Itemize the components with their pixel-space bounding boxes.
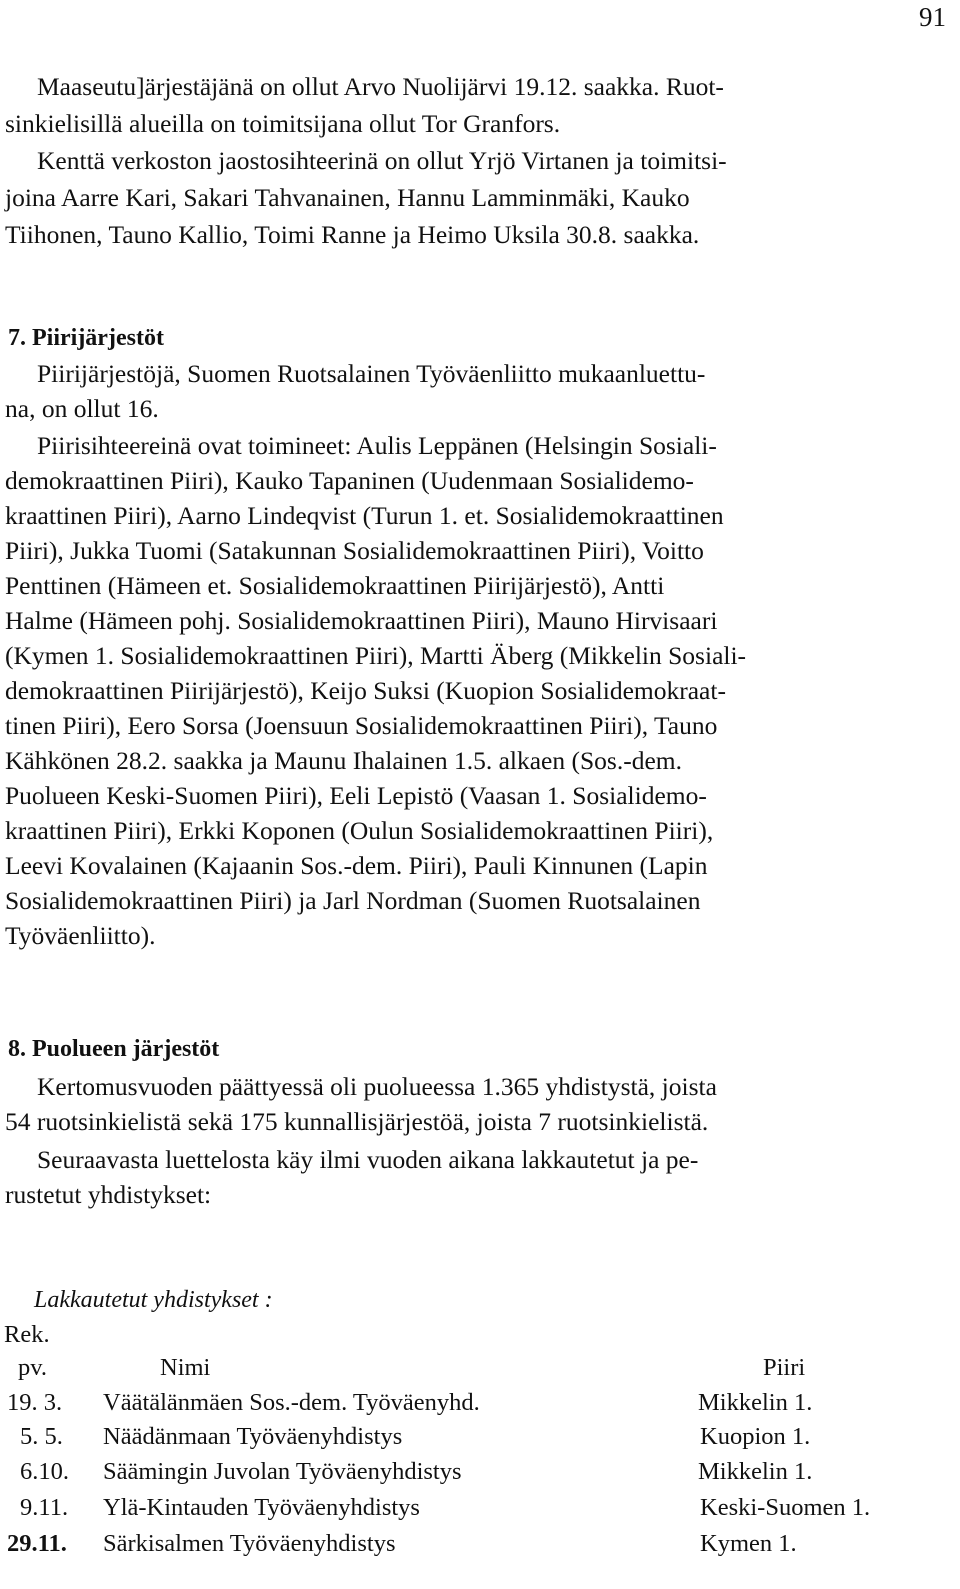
lakkautetut-heading: Lakkautetut yhdistykset : — [34, 1287, 273, 1313]
section-7-line: Leevi Kovalainen (Kajaanin Sos.-dem. Piiri), Pauli Kinnunen (Lapin — [5, 851, 708, 880]
row-name: Säämingin Juvolan Työväenyhdistys — [103, 1458, 462, 1485]
column-header-rek: Rek. — [4, 1321, 50, 1348]
row-district: Keski-Suomen 1. — [700, 1494, 871, 1521]
row-district: Kuopion 1. — [700, 1423, 811, 1450]
section-7-line: (Kymen 1. Sosialidemokraattinen Piiri), Martti Äberg (Mikkelin Sosiali- — [5, 641, 747, 670]
row-date: 9.11. — [20, 1494, 69, 1521]
row-name: Väätälänmäen Sos.-dem. Työväenyhd. — [103, 1389, 480, 1416]
section-8-heading: 8. Puolueen järjestöt — [8, 1036, 220, 1062]
row-district: Kymen 1. — [700, 1530, 797, 1557]
row-date: 29.11. — [7, 1530, 67, 1557]
column-header-nimi: Nimi — [160, 1354, 211, 1381]
intro-line: Tiihonen, Tauno Kallio, Toimi Ranne ja Heimo Uksila 30.8. saakka. — [5, 220, 700, 249]
section-8-line: Seuraavasta luettelosta käy ilmi vuoden aikana lakkautetut ja pe- — [37, 1145, 699, 1174]
section-7-line: kraattinen Piiri), Aarno Lindeqvist (Turun 1. et. Sosialidemokraattinen — [5, 501, 724, 530]
section-7-line: tinen Piiri), Eero Sorsa (Joensuun Sosialidemokraattinen Piiri), Tauno — [5, 711, 718, 740]
row-district: Mikkelin 1. — [698, 1458, 813, 1485]
intro-line: sinkielisillä alueilla on toimitsijana ollut Tor Granfors. — [5, 109, 561, 138]
section-7-heading: 7. Piirijärjestöt — [8, 325, 164, 351]
row-date: 5. 5. — [20, 1423, 63, 1450]
intro-line: joina Aarre Kari, Sakari Tahvanainen, Hannu Lamminmäki, Kauko — [5, 183, 690, 212]
row-district: Mikkelin 1. — [698, 1389, 813, 1416]
section-7-line: demokraattinen Piirijärjestö), Keijo Suksi (Kuopion Sosialidemokraat- — [5, 676, 726, 705]
column-header-pv: pv. — [18, 1354, 48, 1381]
section-7-line: Piirisihteereinä ovat toimineet: Aulis Leppänen (Helsingin Sosiali- — [37, 431, 717, 460]
section-7-line: Halme (Hämeen pohj. Sosialidemokraattinen Piiri), Mauno Hirvisaari — [5, 606, 718, 635]
intro-line: Kenttä verkoston jaostosihteerinä on ollut Yrjö Virtanen ja toimitsi- — [37, 146, 727, 175]
row-date: 6.10. — [20, 1458, 69, 1485]
section-7-line: Penttinen (Hämeen et. Sosialidemokraattinen Piirijärjestö), Antti — [5, 571, 665, 600]
row-name: Särkisalmen Työväenyhdistys — [103, 1530, 396, 1557]
section-7-line: kraattinen Piiri), Erkki Koponen (Oulun Sosialidemokraattinen Piiri), — [5, 816, 714, 845]
intro-line: Maaseutu]ärjestäjänä on ollut Arvo Nuolijärvi 19.12. saakka. Ruot- — [37, 72, 724, 101]
section-7-line: Työväenliitto). — [5, 921, 156, 950]
section-8-line: Kertomusvuoden päättyessä oli puolueessa 1.365 yhdistystä, joista — [37, 1072, 717, 1101]
row-date: 19. 3. — [7, 1389, 63, 1416]
page-number: 91 — [919, 2, 946, 32]
section-7-line: Piirijärjestöjä, Suomen Ruotsalainen Työväenliitto mukaanluettu- — [37, 359, 706, 388]
section-7-line: Piiri), Jukka Tuomi (Satakunnan Sosialidemokraattinen Piiri), Voitto — [5, 536, 704, 565]
section-7-line: demokraattinen Piiri), Kauko Tapaninen (Uudenmaan Sosialidemo- — [5, 466, 694, 495]
section-7-line: Kähkönen 28.2. saakka ja Maunu Ihalainen 1.5. alkaen (Sos.-dem. — [5, 746, 682, 775]
section-7-line: Sosialidemokraattinen Piiri) ja Jarl Nordman (Suomen Ruotsalainen — [5, 886, 701, 915]
section-7-line: Puolueen Keski-Suomen Piiri), Eeli Lepistö (Vaasan 1. Sosialidemo- — [5, 781, 707, 810]
section-8-line: rustetut yhdistykset: — [5, 1180, 212, 1209]
section-8-line: 54 ruotsinkielistä sekä 175 kunnallisjärjestöä, joista 7 ruotsinkielistä. — [5, 1107, 709, 1136]
row-name: Ylä-Kintauden Työväenyhdistys — [103, 1494, 420, 1521]
row-name: Näädänmaan Työväenyhdistys — [103, 1423, 403, 1450]
column-header-piiri: Piiri — [763, 1354, 806, 1381]
section-7-line: na, on ollut 16. — [5, 394, 159, 423]
